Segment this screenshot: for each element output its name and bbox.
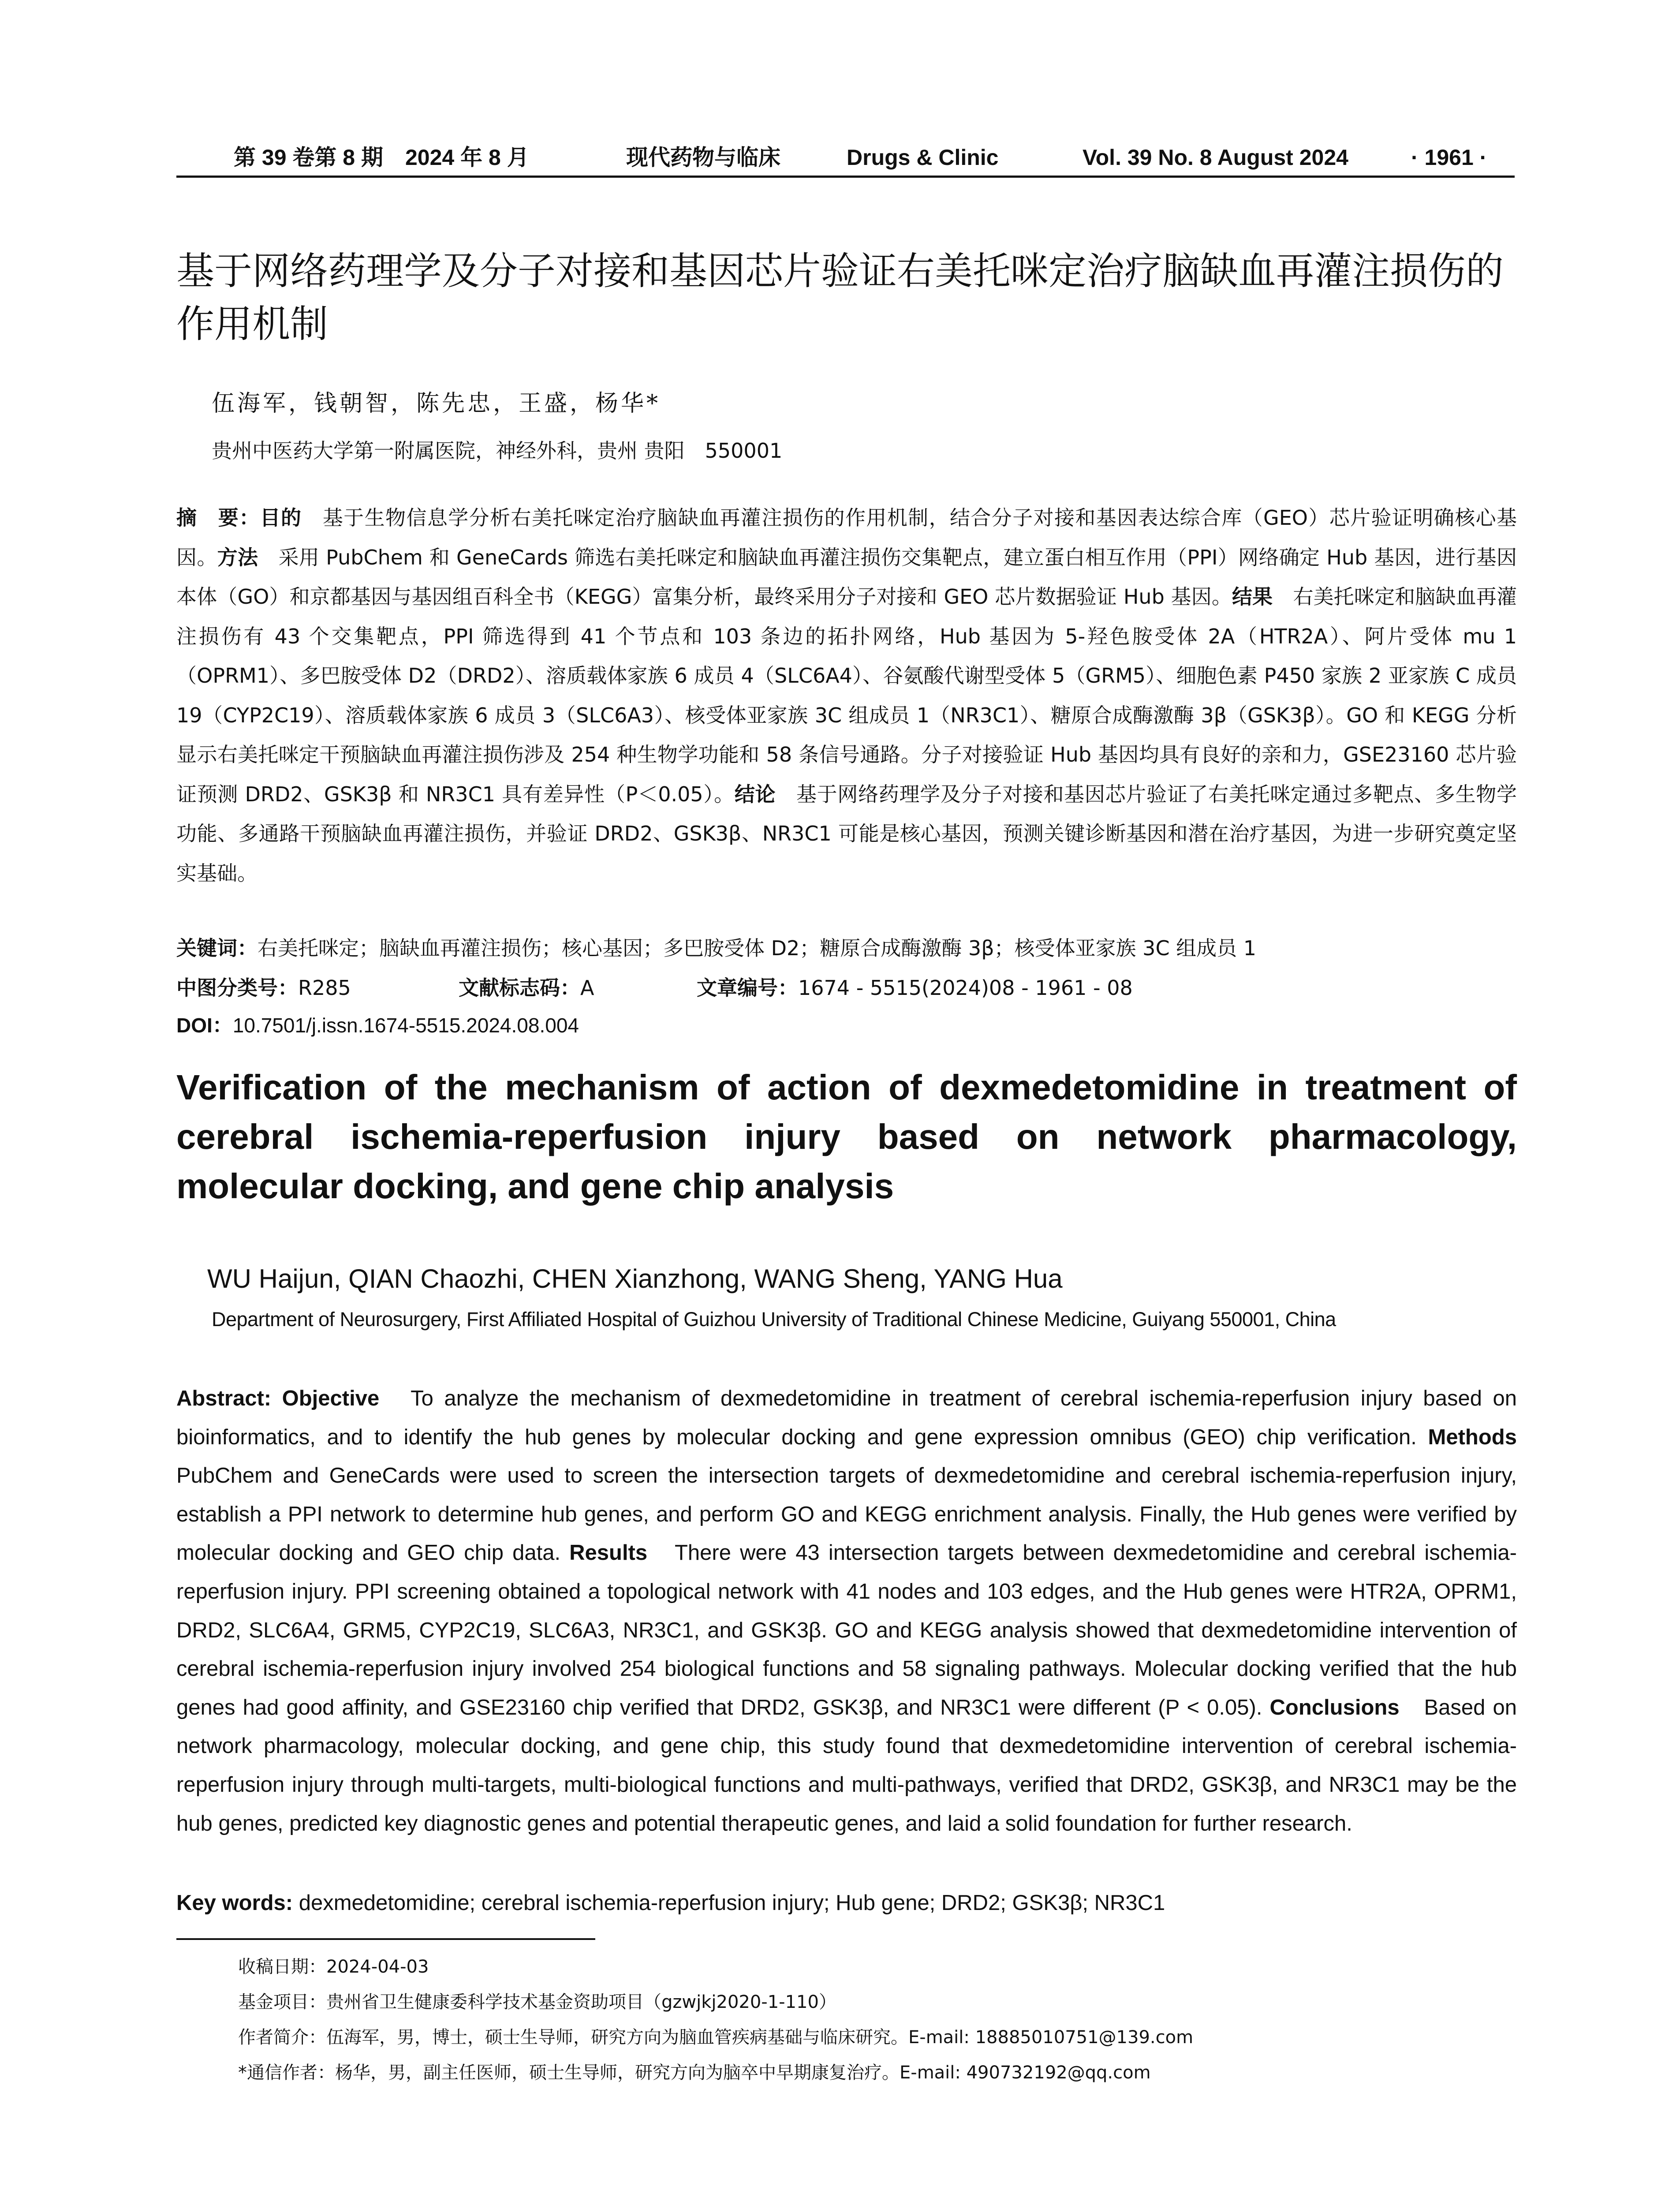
en-keywords	[176, 1885, 1165, 1921]
header-journal-cn: 现代药物与临床	[626, 144, 780, 170]
clc-value: R285	[298, 976, 351, 1000]
en-conclusions-text: Based on network pharmacology, molecular docking, and gene chip, this study found that dexmedetomidine intervention of cerebral ischemia-reperfusion injury through multi-targets, multi-biological functions and multi-pathways, verified that DRD2, GSK3β, and NR3C1 may be the hub genes, predicted key diagnostic genes and potential therapeutic genes, and laid a solid foundation for further research.	[176, 1695, 1517, 1835]
cn-affiliation: 贵州中医药大学第一附属医院，神经外科，贵州 贵阳 550001	[212, 439, 783, 463]
en-abstract-label: Abstract:	[176, 1387, 272, 1410]
en-results-text: There were 43 intersection targets between dexmedetomidine and cerebral ischemia-reperfusion injury. PPI screening obtained a topological network with 41 nodes and 103 edges, and the Hub genes were HTR2A, OPRM1, DRD2, SLC6A4, GRM5, CYP2C19, SLC6A3, NR3C1, and GSK3β. GO and KEGG analysis showed that dexmedetomidine intervention of cerebral ischemia-reperfusion injury involved 254 biological functions and 58 signaling pathways. Molecular docking verified that the hub genes had good affinity, and GSE23160 chip verified that DRD2, GSK3β, and NR3C1 were different (P < 0.05).	[176, 1541, 1517, 1719]
running-header	[176, 142, 1515, 173]
en-objective-text: To analyze the mechanism of dexmedetomidine in treatment of cerebral ischemia-reperfusion injury based on bioinformatics, and to identify the hub genes by molecular docking and gene expression omnibus (GEO) chip verification.	[176, 1387, 1517, 1449]
en-authors: WU Haijun, QIAN Chaozhi, CHEN Xianzhong, WANG Sheng, YANG Hua	[207, 1264, 1063, 1293]
en-abstract	[176, 1379, 1517, 1843]
cn-conclusion-label: 结论	[734, 782, 776, 806]
cn-results-label: 结果	[1232, 585, 1273, 609]
doc-code-label: 文献标志码：	[459, 976, 580, 1000]
article-no-label: 文章编号：	[697, 976, 798, 1000]
corresponding-author: *通信作者：杨华，男，副主任医师，硕士生导师，研究方向为脑卒中早期康复治疗。E-mail: 490732192@qq.com	[238, 2063, 1151, 2083]
cn-objective-label: 目的	[260, 506, 302, 530]
en-affiliation: Department of Neurosurgery, First Affiliated Hospital of Guizhou University of Traditional Chinese Medicine, Guiyang 550001, China	[212, 1308, 1336, 1330]
clc-label: 中图分类号：	[176, 976, 298, 1000]
footnote-rule	[176, 1938, 595, 1940]
doi-value[interactable]: 10.7501/j.issn.1674-5515.2024.08.004	[232, 1014, 579, 1037]
doc-code-value: A	[580, 976, 594, 1000]
cn-classification-line	[176, 972, 1517, 1003]
cn-keywords-text: 右美托咪定；脑缺血再灌注损伤；核心基因；多巴胺受体 D2；糖原合成酶激酶 3β；核受体亚家族 3C 组成员 1	[258, 936, 1257, 960]
cn-objective-text: 基于生物信息学分析右美托咪定治疗脑缺血再灌注损伤的作用机制，结合分子对接和基因表达综合库（GEO）芯片验证明确核心基因。	[176, 506, 1517, 569]
header-journal-en: Drugs & Clinic	[847, 145, 999, 170]
cn-abstract-label: 摘 要：	[176, 506, 260, 530]
header-rule	[176, 176, 1515, 178]
en-methods-text: PubChem and GeneCards were used to screen the intersection targets of dexmedetomidine and cerebral ischemia-reperfusion injury, establish a PPI network to determine hub genes, and perform GO and KEGG enrichment analysis. Finally, the Hub genes were verified by molecular docking and GEO chip data.	[176, 1464, 1517, 1565]
cn-keywords-label: 关键词：	[176, 936, 258, 960]
en-title: Verification of the mechanism of action of dexmedetomidine in treatment of cerebral ischemia-reperfusion injury based on network pharmacology, molecular docking, and gene chip analysis	[176, 1068, 1517, 1206]
cn-results-text: 右美托咪定和脑缺血再灌注损伤有 43 个交集靶点，PPI 筛选得到 41 个节点和 103 条边的拓扑网络，Hub 基因为 5-羟色胺受体 2A（HTR2A）、阿片受体 mu 1（OPRM1）、多巴胺受体 D2（DRD2）、溶质载体家族 6 成员 4（SLC6A4）、谷氨酸代谢型受体 5（GRM5）、细胞色素 P450 家族 2 亚家族 C 成员 19（CYP2C19）、溶质载体家族 6 成员 3（SLC6A3）、核受体亚家族 3C 组成员 1（NR3C1）、糖原合成酶激酶 3β（GSK3β）。GO 和 KEGG 分析显示右美托咪定干预脑缺血再灌注损伤涉及 254 种生物学功能和 58 条信号通路。分子对接验证 Hub 基因均具有良好的亲和力，GSE23160 芯片验证预测 DRD2、GSK3β 和 NR3C1 具有差异性（P＜0.05）。	[176, 585, 1517, 806]
cn-methods-label: 方法	[217, 545, 258, 569]
en-objective-label: Objective	[282, 1387, 380, 1410]
footnotes	[238, 1949, 1193, 2090]
cn-abstract	[176, 498, 1517, 893]
author-bio: 作者简介：伍海军，男，博士，硕士生导师，研究方向为脑血管疾病基础与临床研究。E-mail: 18885010751@139.com	[238, 2027, 1194, 2048]
cn-title: 基于网络药理学及分子对接和基因芯片验证右美托咪定治疗脑缺血再灌注损伤的作用机制	[176, 249, 1504, 346]
cn-authors: 伍海军，钱朝智，陈先忠，王盛，杨华*	[212, 390, 661, 417]
header-issue-cn: 第 39 卷第 8 期 2024 年 8 月	[234, 145, 529, 170]
fund-info: 基金项目：贵州省卫生健康委科学技术基金资助项目（gzwjkj2020-1-110）	[238, 1992, 836, 2012]
cn-conclusion-text: 基于网络药理学及分子对接和基因芯片验证了右美托咪定通过多靶点、多生物学功能、多通路干预脑缺血再灌注损伤，并验证 DRD2、GSK3β、NR3C1 可能是核心基因，预测关键诊断基因和潜在治疗基因，为进一步研究奠定坚实基础。	[176, 782, 1517, 885]
doi-label: DOI：	[176, 1014, 233, 1037]
en-methods-label: Methods	[1428, 1425, 1517, 1449]
doi-line	[176, 1010, 579, 1041]
received-date: 收稿日期：2024-04-03	[238, 1957, 429, 1977]
en-keywords-text: dexmedetomidine; cerebral ischemia-reperfusion injury; Hub gene; DRD2; GSK3β; NR3C1	[293, 1891, 1165, 1915]
en-keywords-label: Key words:	[176, 1891, 293, 1915]
header-page-number: · 1961 ·	[1411, 145, 1487, 170]
en-conclusions-label: Conclusions	[1269, 1695, 1400, 1719]
article-no-value: 1674 - 5515(2024)08 - 1961 - 08	[798, 976, 1133, 1000]
cn-keywords	[176, 933, 1256, 964]
en-results-label: Results	[569, 1541, 648, 1565]
cn-methods-text: 采用 PubChem 和 GeneCards 筛选右美托咪定和脑缺血再灌注损伤交集靶点，建立蛋白相互作用（PPI）网络确定 Hub 基因，进行基因本体（GO）和京都基因与基因组百科全书（KEGG）富集分析，最终采用分子对接和 GEO 芯片数据验证 Hub 基因。	[176, 545, 1517, 609]
header-issue-en: Vol. 39 No. 8 August 2024	[1083, 145, 1348, 170]
